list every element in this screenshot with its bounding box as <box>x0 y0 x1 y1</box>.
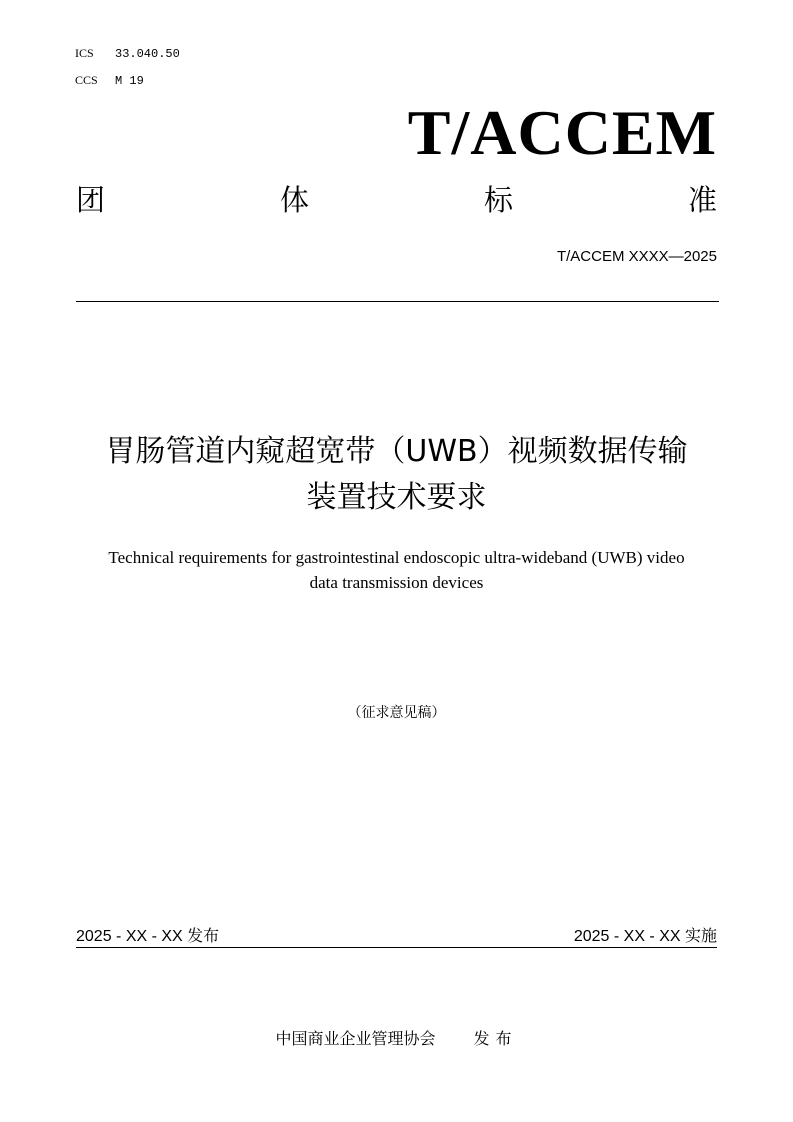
publisher <box>0 1026 793 1049</box>
kind-char: 标 <box>483 183 513 217</box>
ics-label: ICS <box>75 46 94 60</box>
brand-logo: T/ACCEM <box>407 97 717 168</box>
issue-date: 2025 - XX - XX 发布 <box>76 928 220 945</box>
publisher-name: 中国商业企业管理协会 <box>275 1029 436 1048</box>
ics-line <box>75 46 180 61</box>
title-zh-line2: 装置技术要求 <box>306 480 487 515</box>
title-zh-line1: 胃肠管道内窥超宽带（UWB）视频数据传输 <box>105 434 688 469</box>
ccs-label: CCS <box>75 73 98 87</box>
ccs-line <box>75 73 144 88</box>
kind-char: 体 <box>279 183 309 217</box>
ics-value: 33.040.50 <box>115 47 180 61</box>
header-divider <box>76 301 719 302</box>
publisher-action: 发布 <box>473 1029 518 1048</box>
standard-kind <box>76 178 717 219</box>
kind-char: 团 <box>76 183 106 217</box>
standard-code: T/ACCEM XXXX—2025 <box>556 248 717 265</box>
footer-divider <box>76 947 717 948</box>
draft-label: （征求意见稿） <box>347 705 446 721</box>
implement-date: 2025 - XX - XX 实施 <box>573 928 717 945</box>
title-en-line2: data transmission devices <box>309 573 484 592</box>
ccs-value: M 19 <box>115 74 144 88</box>
title-en-line1: Technical requirements for gastrointestinal endoscopic ultra-wideband (UWB) video <box>108 548 685 567</box>
kind-char: 准 <box>687 183 717 217</box>
